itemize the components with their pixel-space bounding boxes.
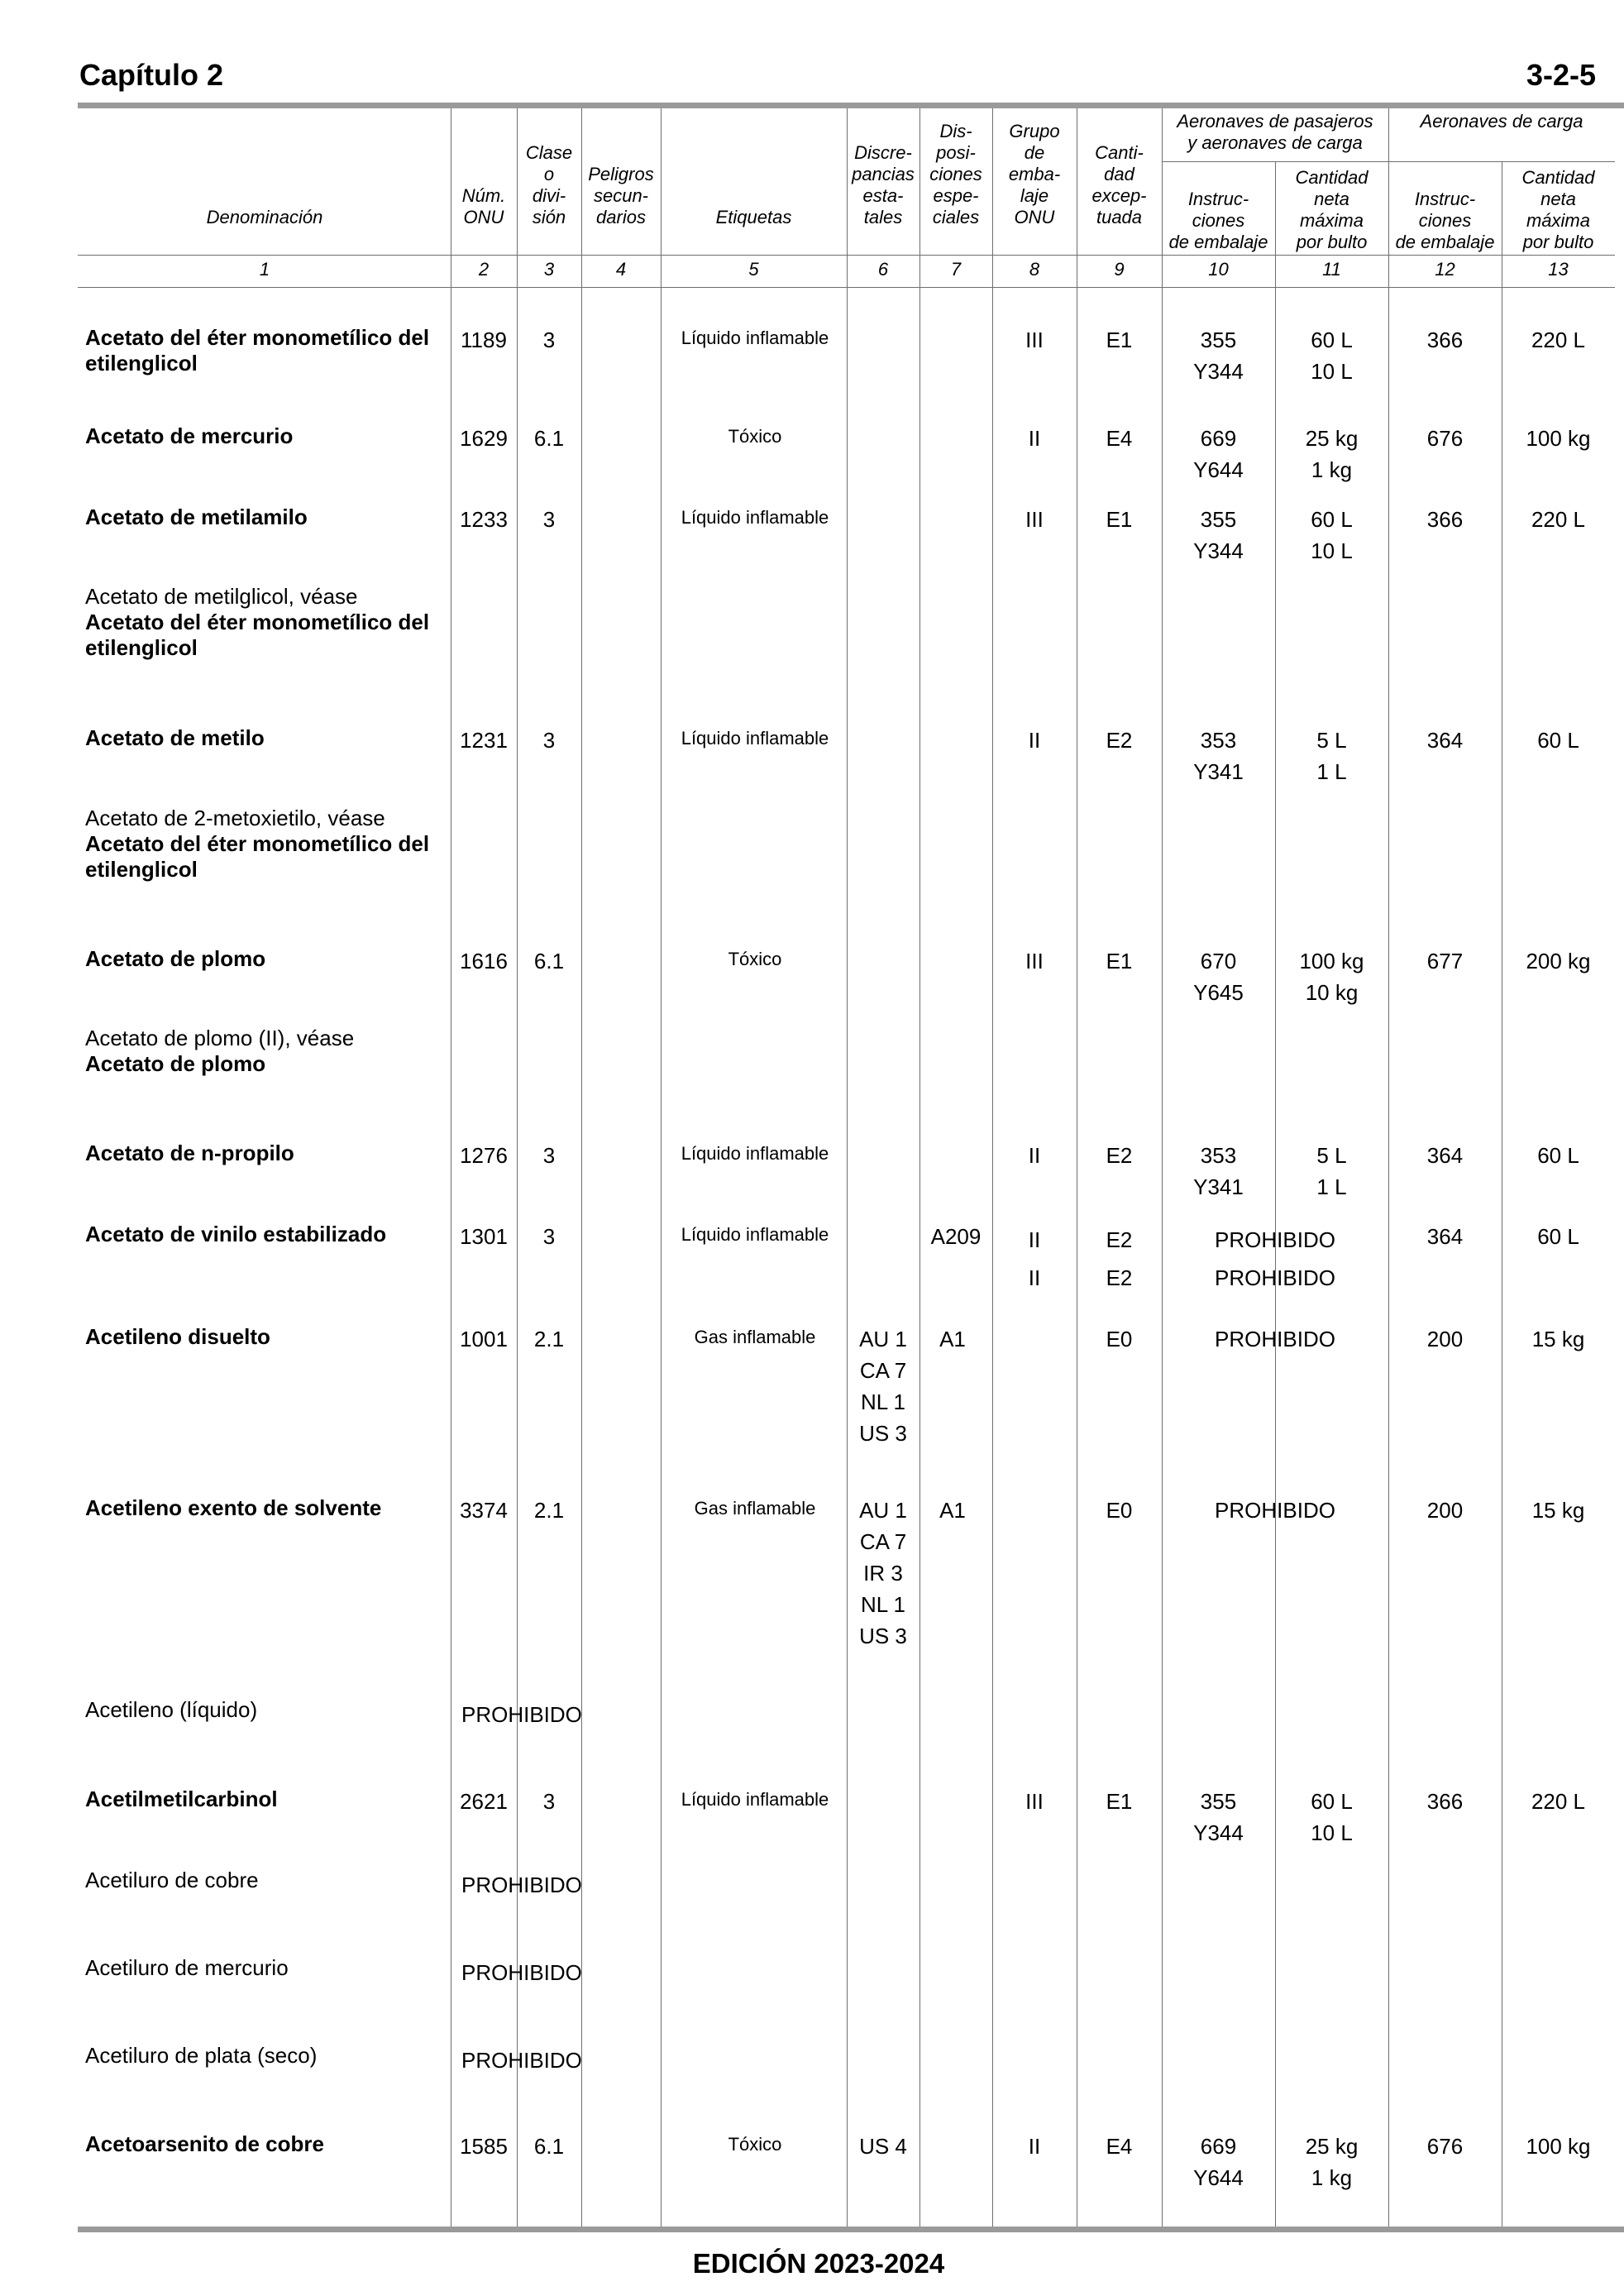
- un-number: 1276: [460, 1143, 508, 1168]
- col-header-pasajeros-group: Aeronaves de pasajeros y aeronaves de carga: [1177, 111, 1373, 153]
- un-number: 2621: [460, 1789, 508, 1814]
- cross-reference-entry: [85, 806, 449, 883]
- col-header-instrucciones-pax: Instruc- ciones de embalaje: [1168, 189, 1268, 252]
- top-rule: [78, 103, 1624, 108]
- col-header-clase: Clase o divi- sión: [525, 142, 573, 227]
- cargo-max-quantity: 200 kg: [1526, 949, 1591, 973]
- forbidden-status: PROHIBIDO: [461, 1960, 582, 1985]
- excepted-quantity: E1: [1106, 507, 1133, 532]
- cargo-packing-instruction: 364: [1426, 1224, 1464, 1249]
- col-header-etiquetas: Etiquetas: [715, 207, 792, 227]
- un-number: 1001: [460, 1327, 508, 1351]
- col-number: 12: [1435, 259, 1455, 280]
- cargo-max-quantity: 60 L: [1537, 728, 1579, 753]
- referenced-entry: Acetato de plomo: [85, 1051, 266, 1076]
- excepted-quantity: E0: [1106, 1327, 1133, 1351]
- see-reference-text: Acetato de 2-metoxietilo, véase: [85, 806, 385, 830]
- class-division: 3: [542, 1143, 556, 1168]
- entry-name: Acetilmetilcarbinol: [85, 1787, 278, 1811]
- excepted-quantity: E0: [1106, 1498, 1133, 1523]
- col-number: 10: [1208, 259, 1229, 280]
- pax-packing-instruction: 355 Y344: [1193, 1789, 1244, 1845]
- pax-packing-instruction: 353 Y341: [1193, 728, 1244, 784]
- col-number: 11: [1322, 259, 1341, 280]
- packing-group: II: [1028, 728, 1041, 753]
- pax-max-quantity: 5 L 1 L: [1316, 1143, 1347, 1199]
- col-header-peligros: Peligros secun- darios: [588, 164, 654, 227]
- entry-name: Acetato de metilo: [85, 725, 265, 750]
- hazard-label: Líquido inflamable: [681, 1224, 829, 1245]
- class-division: 3: [542, 1789, 556, 1814]
- col-header-grupo: Grupo de emba- laje ONU: [1008, 121, 1061, 227]
- class-division: 6.1: [533, 426, 565, 451]
- hazard-label: Gas inflamable: [694, 1498, 816, 1519]
- forbidden-entry-name: Acetiluro de mercurio: [85, 1955, 289, 1980]
- packing-group: II: [1028, 1143, 1041, 1168]
- cargo-packing-instruction: 676: [1426, 2134, 1464, 2159]
- pax-max-quantity: 60 L 10 L: [1311, 507, 1353, 563]
- col-number: 5: [748, 259, 759, 280]
- cargo-max-quantity: 15 kg: [1531, 1498, 1585, 1523]
- col-number: 2: [478, 259, 490, 280]
- un-number: 1189: [461, 328, 507, 352]
- excepted-quantity: E4: [1106, 426, 1133, 451]
- see-reference-text: Acetato de metilglicol, véase: [85, 584, 358, 609]
- referenced-entry: Acetato del éter monometílico del etilenglicol: [85, 610, 430, 660]
- packing-group: II: [1028, 426, 1041, 451]
- entry-name: Acetoarsenito de cobre: [85, 2131, 324, 2156]
- col-header-cantidad-exceptuada: Canti- dad excep- tuada: [1091, 142, 1147, 227]
- packing-group: III: [1025, 949, 1044, 973]
- cargo-packing-instruction: 364: [1426, 1143, 1464, 1168]
- hazard-label: Líquido inflamable: [681, 1789, 829, 1810]
- col-header-cantidad-carga: Cantidad neta máxima por bulto: [1521, 167, 1595, 252]
- cargo-max-quantity: 100 kg: [1526, 2134, 1591, 2159]
- col-number: 8: [1029, 259, 1040, 280]
- entry-name: Acetato de metilamilo: [85, 505, 308, 529]
- cargo-packing-instruction: 364: [1426, 728, 1464, 753]
- col-header-disposiciones: Dis- posi- ciones espe- ciales: [929, 121, 982, 227]
- col-number: 6: [877, 259, 889, 280]
- entry-name: Acetato de n-propilo: [85, 1141, 294, 1165]
- hazard-label: Tóxico: [728, 949, 782, 969]
- hazard-label: Tóxico: [728, 2134, 782, 2155]
- cargo-max-quantity: 220 L: [1531, 328, 1586, 352]
- entry-name: Acetato de mercurio: [85, 423, 294, 448]
- state-variations: AU 1 CA 7 IR 3 NL 1 US 3: [859, 1498, 907, 1648]
- forbidden-entry-name: Acetileno (líquido): [85, 1697, 258, 1722]
- excepted-quantity: E1: [1106, 949, 1133, 973]
- hazard-label: Líquido inflamable: [681, 1143, 829, 1164]
- pax-max-quantity: 25 kg 1 kg: [1305, 426, 1359, 482]
- state-variations: US 4: [859, 2134, 907, 2159]
- forbidden-status: PROHIBIDO: [461, 1873, 582, 1897]
- cargo-max-quantity: 100 kg: [1526, 426, 1591, 451]
- packing-group: III: [1025, 1789, 1044, 1814]
- packing-group: II: [1028, 2134, 1041, 2159]
- packing-group: III: [1025, 328, 1044, 352]
- pax-max-quantity: 100 kg 10 kg: [1299, 949, 1364, 1005]
- pax-packing-instruction: 669 Y644: [1193, 426, 1244, 482]
- excepted-quantity: E2: [1106, 1143, 1133, 1168]
- cargo-packing-instruction: 366: [1426, 1789, 1464, 1814]
- hazard-label: Líquido inflamable: [681, 507, 829, 528]
- cargo-packing-instruction: 366: [1426, 507, 1464, 532]
- class-division: 2.1: [533, 1327, 565, 1351]
- special-provisions: A1: [939, 1498, 966, 1523]
- forbidden-status: PROHIBIDO: [461, 1702, 582, 1727]
- un-number: 1233: [460, 507, 508, 532]
- class-division: 3: [542, 328, 556, 352]
- pax-max-quantity: 60 L 10 L: [1311, 328, 1353, 384]
- bottom-rule: [78, 2227, 1624, 2232]
- packing-group: II II: [1028, 1227, 1041, 1290]
- un-number: 1301: [460, 1224, 508, 1249]
- forbidden-status: PROHIBIDO: [461, 2048, 582, 2073]
- pax-prohibited: PROHIBIDO PROHIBIDO: [1215, 1227, 1335, 1290]
- cargo-packing-instruction: 200: [1426, 1498, 1464, 1523]
- class-division: 6.1: [533, 949, 565, 973]
- un-number: 3374: [460, 1498, 508, 1523]
- col-header-denominacion: Denominación: [206, 207, 323, 227]
- packing-group: III: [1025, 507, 1044, 532]
- cargo-packing-instruction: 366: [1426, 328, 1464, 352]
- edition-footer: EDICIÓN 2023-2024: [692, 2248, 945, 2279]
- pax-max-quantity: 25 kg 1 kg: [1305, 2134, 1359, 2190]
- cross-reference-entry: [85, 1026, 449, 1077]
- col-header-instrucciones-carga: Instruc- ciones de embalaje: [1395, 189, 1495, 252]
- cargo-packing-instruction: 200: [1426, 1327, 1464, 1351]
- col-number: 4: [615, 259, 627, 280]
- referenced-entry: Acetato del éter monometílico del etilenglicol: [85, 831, 430, 882]
- excepted-quantity: E4: [1106, 2134, 1133, 2159]
- pax-packing-instruction: 353 Y341: [1193, 1143, 1244, 1199]
- page-reference: 3-2-5: [1526, 58, 1596, 92]
- col-number: 13: [1548, 259, 1569, 280]
- class-division: 6.1: [533, 2134, 565, 2159]
- cargo-max-quantity: 60 L: [1537, 1143, 1579, 1168]
- cargo-max-quantity: 220 L: [1531, 1789, 1586, 1814]
- special-provisions: A209: [930, 1224, 982, 1249]
- pax-prohibited: PROHIBIDO: [1215, 1327, 1335, 1351]
- class-division: 3: [542, 507, 556, 532]
- col-number: 9: [1114, 259, 1125, 280]
- hazard-label: Líquido inflamable: [681, 728, 829, 749]
- un-number: 1616: [460, 949, 508, 973]
- hazard-label: Tóxico: [728, 426, 782, 447]
- un-number: 1231: [460, 728, 508, 753]
- entry-name: Acetato de plomo: [85, 946, 266, 971]
- excepted-quantity: E2 E2: [1106, 1227, 1133, 1290]
- col-header-discrepancias: Discre- pancias esta- tales: [852, 142, 915, 227]
- cargo-packing-instruction: 676: [1426, 426, 1464, 451]
- col-number: 1: [259, 259, 270, 280]
- un-number: 1629: [460, 426, 508, 451]
- entry-name: Acetileno exento de solvente: [85, 1495, 382, 1520]
- class-division: 2.1: [533, 1498, 565, 1523]
- pax-prohibited: PROHIBIDO: [1215, 1498, 1335, 1523]
- pax-max-quantity: 5 L 1 L: [1316, 728, 1347, 784]
- pax-max-quantity: 60 L 10 L: [1311, 1789, 1353, 1845]
- col-number: 3: [543, 259, 555, 280]
- pax-packing-instruction: 669 Y644: [1193, 2134, 1244, 2190]
- col-header-num-onu: Núm. ONU: [461, 185, 506, 227]
- col-header-cantidad-pax: Cantidad neta máxima por bulto: [1295, 167, 1368, 252]
- col-number: 7: [950, 259, 962, 280]
- cross-reference-entry: [85, 584, 449, 661]
- cargo-max-quantity: 15 kg: [1531, 1327, 1585, 1351]
- entry-name: Acetileno disuelto: [85, 1324, 270, 1349]
- entry-name: Acetato de vinilo estabilizado: [85, 1222, 387, 1246]
- chapter-title: Capítulo 2: [79, 58, 224, 92]
- state-variations: AU 1 CA 7 NL 1 US 3: [859, 1327, 907, 1446]
- excepted-quantity: E1: [1106, 1789, 1133, 1814]
- entry-name: Acetato del éter monometílico del etilenglicol: [85, 325, 430, 375]
- forbidden-entry-name: Acetiluro de cobre: [85, 1868, 259, 1892]
- class-division: 3: [542, 728, 556, 753]
- cargo-max-quantity: 60 L: [1537, 1224, 1579, 1249]
- cargo-max-quantity: 220 L: [1531, 507, 1586, 532]
- excepted-quantity: E2: [1106, 728, 1133, 753]
- class-division: 3: [542, 1224, 556, 1249]
- special-provisions: A1: [939, 1327, 966, 1351]
- hazard-label: Gas inflamable: [694, 1327, 816, 1347]
- see-reference-text: Acetato de plomo (II), véase: [85, 1026, 355, 1050]
- pax-packing-instruction: 670 Y645: [1193, 949, 1244, 1005]
- un-number: 1585: [460, 2134, 508, 2159]
- hazard-label: Líquido inflamable: [681, 328, 829, 348]
- cargo-packing-instruction: 677: [1426, 949, 1464, 973]
- col-header-carga-group: Aeronaves de carga: [1420, 111, 1583, 132]
- excepted-quantity: E1: [1106, 328, 1133, 352]
- forbidden-entry-name: Acetiluro de plata (seco): [85, 2043, 318, 2068]
- pax-packing-instruction: 355 Y344: [1193, 507, 1244, 563]
- pax-packing-instruction: 355 Y344: [1193, 328, 1244, 384]
